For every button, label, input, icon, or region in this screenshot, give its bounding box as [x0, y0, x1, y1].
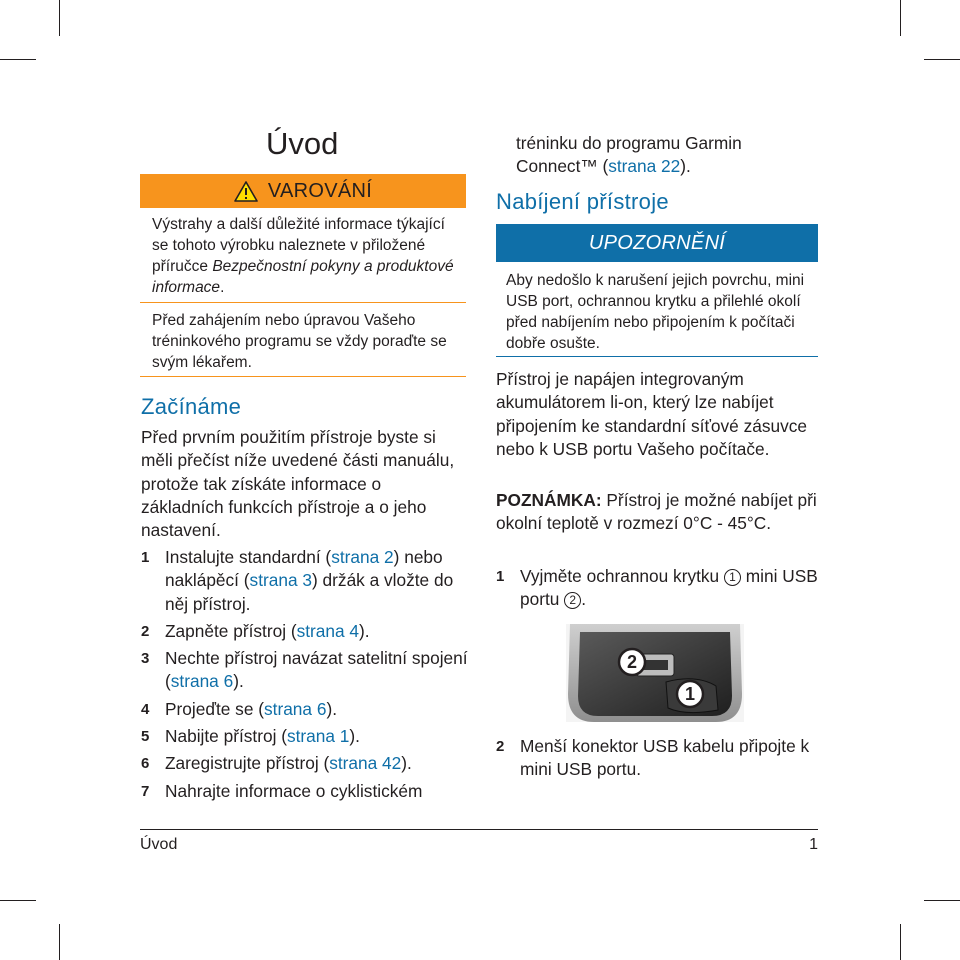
- page-link[interactable]: strana 4: [296, 620, 360, 641]
- photo-callout-2: 2: [626, 652, 638, 672]
- caution-title: UPOZORNĚNÍ: [588, 231, 726, 254]
- page-link[interactable]: strana 1: [286, 726, 350, 747]
- callout-1-icon: 1: [724, 569, 741, 586]
- step-text: ).: [233, 671, 244, 692]
- step-text: tréninku do programu Garmin Connect™ (: [516, 133, 742, 177]
- step-item: [141, 780, 471, 803]
- step-item: [141, 647, 471, 694]
- warning-header: [140, 174, 466, 208]
- step-number: 2: [141, 622, 150, 640]
- step-text: ) držák a vložte do něj přístroj.: [165, 570, 454, 614]
- step-number: 7: [141, 782, 150, 800]
- photo-callout-1: 1: [684, 684, 696, 704]
- page-link[interactable]: strana 22: [608, 156, 681, 177]
- caution-body: Aby nedošlo k narušení jejich povrchu, mini USB port, ochrannou krytku a přilehlé okolí před nabíjením nebo připojením k počítači dobře osušte.: [506, 272, 805, 352]
- step-text: ).: [401, 753, 412, 774]
- step-text: Nechte přístroj navázat satelitní spojení (: [165, 648, 468, 692]
- caution-bottom-rule: [496, 356, 818, 357]
- page-link[interactable]: strana 2: [331, 547, 394, 567]
- step-item: [141, 752, 471, 775]
- page-link[interactable]: strana 42: [329, 753, 402, 774]
- step-text: ).: [359, 620, 370, 641]
- step-7-continued: [516, 132, 816, 179]
- warning-paragraph: [152, 214, 460, 298]
- crop-mark: [0, 59, 36, 60]
- step-number: 4: [141, 700, 150, 718]
- step-number: 5: [141, 728, 150, 746]
- warning-title: VAROVÁNÍ: [267, 179, 373, 202]
- crop-mark: [0, 900, 36, 901]
- caution-header: [496, 224, 818, 262]
- step-item: [141, 620, 471, 643]
- warning-doc-title: Bezpečnostní pokyny a produktové informace: [152, 258, 454, 296]
- page-link[interactable]: strana 6: [170, 671, 234, 692]
- step-item: [496, 735, 818, 782]
- step-text: Instalujte standardní (: [165, 547, 332, 567]
- warning-divider: [140, 302, 466, 303]
- step-item: [496, 565, 818, 612]
- crop-mark: [59, 924, 60, 960]
- charging-note: [496, 489, 818, 536]
- step-text: Nabijte přístroj (: [165, 726, 287, 747]
- getting-started-heading: Začínáme: [141, 394, 242, 419]
- charging-steps: [496, 565, 818, 616]
- step-text: ).: [680, 156, 691, 177]
- step-item: [141, 725, 471, 748]
- warning-body-2: [152, 310, 460, 383]
- step-text: Menší konektor USB kabelu připojte k mini USB portu.: [520, 736, 810, 780]
- step-text: Projeďte se (: [165, 698, 264, 719]
- step-number: 6: [141, 755, 150, 773]
- page-title: Úvod: [266, 126, 339, 161]
- step-text: ) nebo naklápěcí (: [165, 547, 443, 591]
- step-number: 1: [496, 568, 505, 585]
- footer-section-name: Úvod: [140, 836, 178, 853]
- warning-paragraph: Před zahájením nebo úpravou Vašeho tréninkového programu se vždy poraďte se svým lékařem.: [152, 312, 447, 371]
- warning-bottom-rule: [140, 376, 466, 377]
- page-link[interactable]: strana 3: [249, 570, 312, 591]
- page-number: 1: [809, 836, 818, 853]
- warning-text: .: [220, 279, 225, 296]
- step-number: 1: [141, 549, 150, 566]
- crop-mark: [924, 59, 960, 60]
- step-text: Zaregistrujte přístroj (: [165, 753, 330, 774]
- crop-mark: [900, 924, 901, 960]
- step-text: mini USB portu: [520, 566, 818, 610]
- step-item: [141, 546, 471, 616]
- step-text: Vyjměte ochrannou krytku: [520, 566, 724, 586]
- step-item: [141, 698, 471, 721]
- note-label: POZNÁMKA:: [496, 490, 602, 510]
- crop-mark: [900, 0, 901, 36]
- step-text: Zapněte přístroj (: [165, 620, 297, 641]
- charging-heading: Nabíjení přístroje: [496, 189, 669, 214]
- getting-started-intro: Před prvním použitím přístroje byste si měli přečíst níže uvedené části manuálu, protože tak získáte informace o základních funkcích přístroje a o jeho nastavení.: [141, 427, 455, 541]
- warning-text: Výstrahy a další důležité informace týkající se tohoto výrobku naleznete v přiložené příručce: [152, 216, 445, 275]
- step-text: Nahrajte informace o cyklistickém: [165, 780, 423, 801]
- footer-divider: [140, 829, 818, 830]
- step-text: .: [581, 589, 587, 610]
- page-link[interactable]: strana 6: [264, 698, 327, 719]
- charging-steps-2: [496, 735, 818, 786]
- device-usb-port-photo: [566, 624, 744, 722]
- warning-body: [152, 214, 460, 308]
- charging-intro: Přístroj je napájen integrovaným akumulátorem li-on, který lze nabíjet připojením ke standardní síťové zásuvce nebo k USB portu Vašeho počítače.: [496, 369, 807, 459]
- step-text: ).: [326, 698, 338, 719]
- device-illustration: [566, 624, 744, 722]
- crop-mark: [924, 900, 960, 901]
- crop-mark: [59, 0, 60, 36]
- step-text: ).: [349, 726, 360, 747]
- getting-started-steps: [141, 546, 471, 807]
- callout-2-icon: 2: [564, 592, 581, 609]
- step-number: 3: [141, 650, 150, 668]
- note-text: Přístroj je možné nabíjet při okolní teplotě v rozmezí 0°C - 45°C.: [496, 490, 817, 534]
- step-number: 2: [496, 738, 505, 755]
- warning-triangle-icon: [234, 181, 258, 202]
